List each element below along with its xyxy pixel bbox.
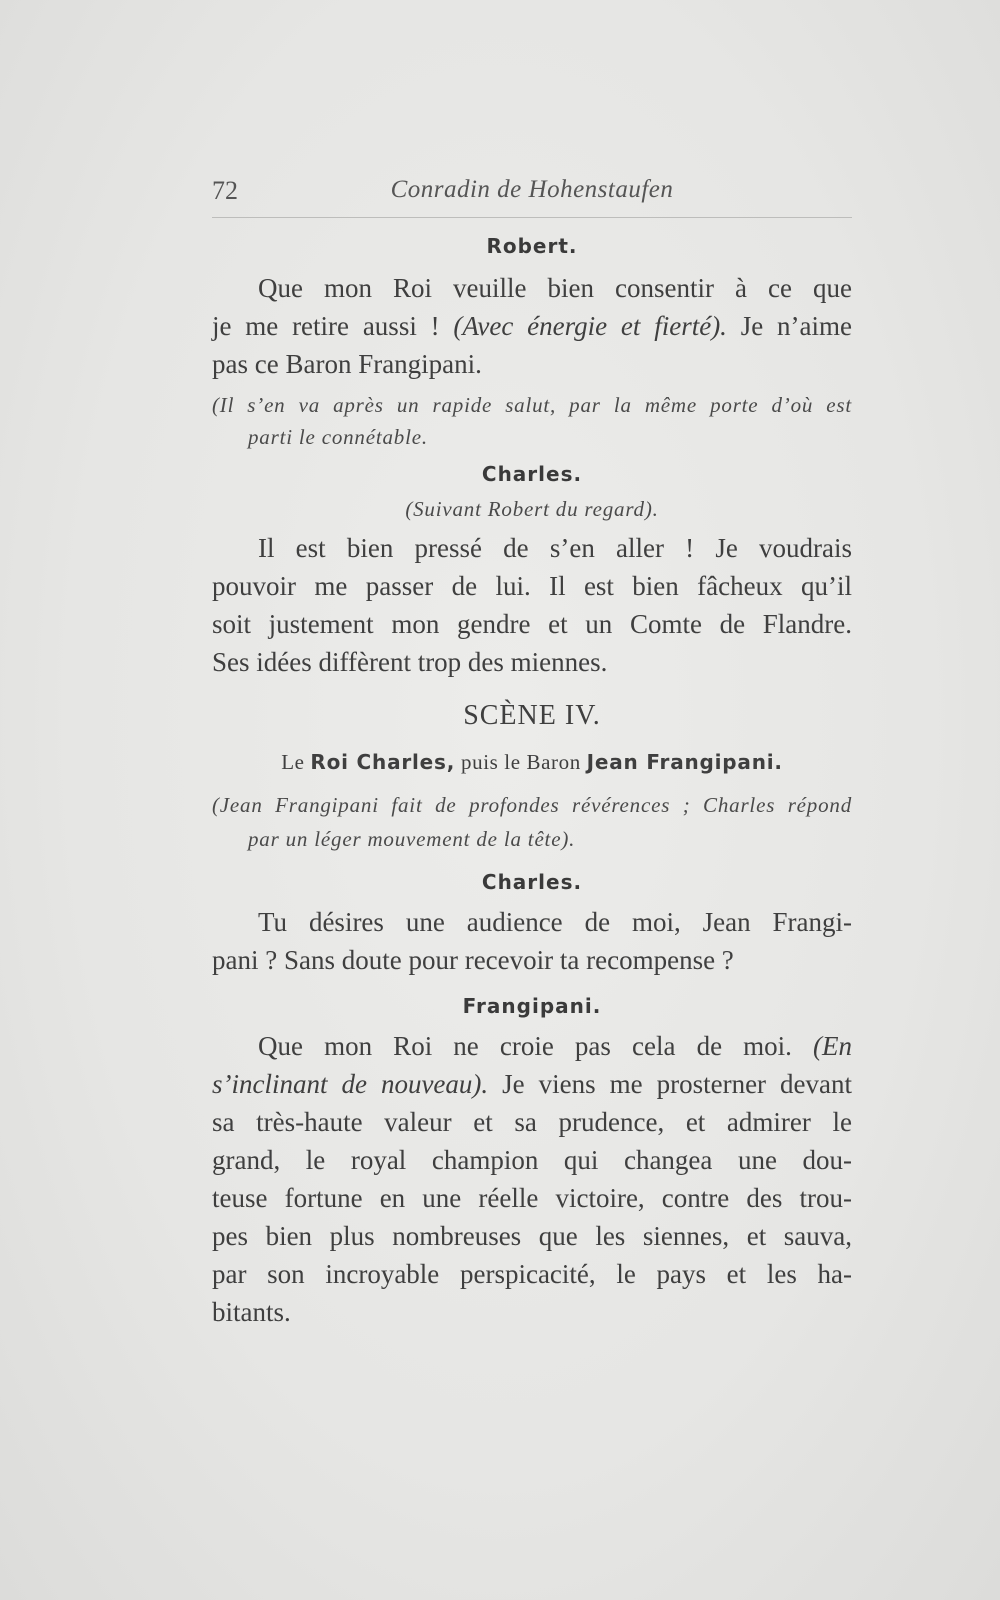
frangipani-speech-line-2-text: Je viens me prosterner devant <box>488 1069 853 1099</box>
stage-exit-line-1: (Il s’en va après un rapide salut, par la même porte d’où est <box>212 393 852 417</box>
frangipani-speech-line-6: pes bien plus nombreuses que les siennes, et sauva, <box>212 1221 852 1251</box>
frangipani-speech-line-8: bitants. <box>212 1297 291 1327</box>
robert-speech-line-1: Que mon Roi veuille bien consentir à ce que <box>258 273 852 303</box>
charles-speech-2-line-1: Tu désires une audience de moi, Jean Frangi- <box>258 907 852 937</box>
cast-list <box>212 750 852 775</box>
cast-name-jean-frangipani: Jean Frangipani. <box>586 750 783 774</box>
cast-part-1: Le <box>281 750 311 774</box>
speaker-frangipani: Frangipani. <box>462 994 602 1018</box>
stage-reverence-line-1: (Jean Frangipani fait de profondes révérences ; Charles répond <box>212 793 852 817</box>
robert-speech-line-3: pas ce Baron Frangipani. <box>212 349 482 379</box>
page-header <box>212 176 852 216</box>
speaker-charles-1: Charles. <box>481 462 583 486</box>
speaker-robert: Robert. <box>486 234 578 258</box>
frangipani-speech-line-3: sa très-haute valeur et sa prudence, et admirer le <box>212 1107 852 1137</box>
frangipani-speech-line-4: grand, le royal champion qui changea une dou- <box>212 1145 852 1175</box>
charles-speech-1-line-4: Ses idées diffèrent trop des miennes. <box>212 647 608 677</box>
speaker-charles-2: Charles. <box>481 870 583 894</box>
scene-title: SCÈNE IV. <box>463 700 601 731</box>
charles-speech-2-line-2: pani ? Sans doute pour recevoir ta recompense ? <box>212 945 734 975</box>
cast-name-roi-charles: Roi Charles, <box>310 750 456 774</box>
stage-charles-1: (Suivant Robert du regard). <box>405 497 659 521</box>
frangipani-speech-line-2 <box>212 1066 852 1102</box>
charles-speech-1-line-1: Il est bien pressé de s’en aller ! Je voudrais <box>258 533 852 563</box>
frangipani-speech-line-5: teuse fortune en une réelle victoire, contre des trou- <box>212 1183 852 1213</box>
header-rule <box>212 217 852 218</box>
frangipani-speech-line-1 <box>212 1028 852 1064</box>
robert-speech-line-2 <box>212 308 852 344</box>
charles-speech-1-line-2: pouvoir me passer de lui. Il est bien fâcheux qu’il <box>212 571 852 601</box>
frangipani-stage-direction-end: s’inclinant de nouveau). <box>212 1069 489 1099</box>
robert-speech-line-2-text-a: je me retire aussi ! <box>212 311 454 341</box>
stage-exit-line-2: parti le connétable. <box>248 425 428 449</box>
page-number: 72 <box>212 176 238 205</box>
robert-speech-line-2-text-b: Je n’aime <box>726 311 852 341</box>
frangipani-speech-line-1-text: Que mon Roi ne croie pas cela de moi. <box>258 1031 814 1061</box>
running-title: Conradin de Hohenstaufen <box>390 176 674 203</box>
frangipani-speech-line-7: par son incroyable perspicacité, le pays et les ha- <box>212 1259 852 1289</box>
frangipani-stage-direction-start: (En <box>813 1031 852 1061</box>
charles-speech-1-line-3: soit justement mon gendre et un Comte de Flandre. <box>212 609 852 639</box>
stage-reverence-line-2: par un léger mouvement de la tête). <box>248 827 576 851</box>
robert-stage-direction: (Avec énergie et fierté). <box>453 311 727 341</box>
cast-part-2: puis le Baron <box>455 750 587 774</box>
